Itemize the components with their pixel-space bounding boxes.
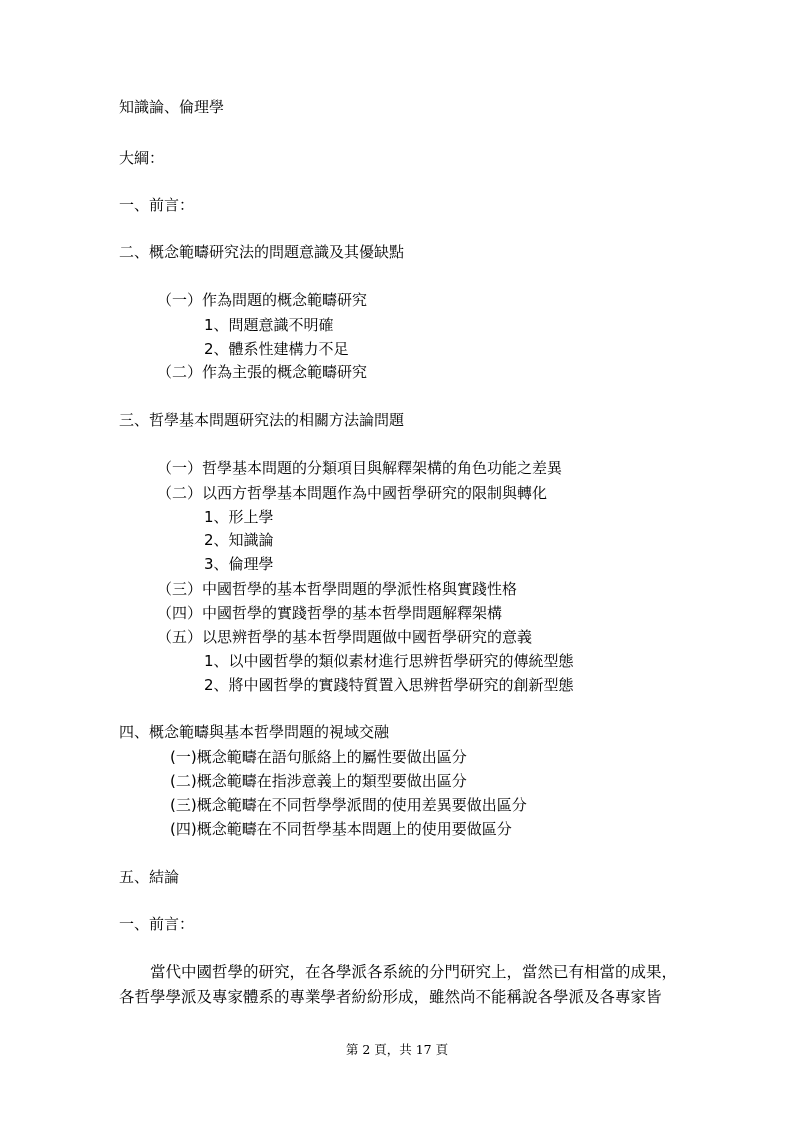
outline-item: 2、將中國哲學的實踐特質置入思辨哲學研究的創新型態 — [204, 676, 574, 694]
body-paragraph: 當代中國哲學的研究，在各學派各系統的分門研究上，當然已有相當的成果，各哲學學派及專家體系的專業學者紛紛形成，雖然尚不能稱說各學派及各專家皆 — [119, 963, 678, 1006]
page-footer: 第 2 頁，共 17 頁 — [345, 1042, 449, 1057]
outline-item: 3、倫理學 — [204, 555, 274, 573]
outline-item: 一、前言： — [119, 196, 195, 214]
outline-item: 二、概念範疇研究法的問題意識及其優缺點 — [119, 243, 405, 261]
outline-item: 四、概念範疇與基本哲學問題的視域交融 — [119, 723, 390, 741]
outline-item: (四)概念範疇在不同哲學基本問題上的使用要做區分 — [170, 820, 512, 838]
outline-item: (三)概念範疇在不同哲學學派間的使用差異要做出區分 — [170, 796, 527, 814]
outline-item: （三）中國哲學的基本哲學問題的學派性格與實踐性格 — [157, 580, 518, 598]
outline-item: 1、以中國哲學的類似素材進行思辨哲學研究的傳統型態 — [204, 652, 574, 670]
outline-item: 2、知識論 — [204, 531, 274, 549]
outline-item: 1、問題意識不明確 — [204, 316, 334, 334]
outline-item: 三、哲學基本問題研究法的相關方法論問題 — [119, 411, 405, 429]
outline-item: （一）作為問題的概念範疇研究 — [157, 291, 368, 309]
outline-heading: 大綱： — [119, 149, 165, 167]
outline-item: 2、體系性建構力不足 — [204, 340, 349, 358]
outline-item: (二)概念範疇在指涉意義上的類型要做出區分 — [170, 772, 467, 790]
outline-item: (一)概念範疇在語句脈絡上的屬性要做出區分 — [170, 748, 467, 766]
outline-item: （五）以思辨哲學的基本哲學問題做中國哲學研究的意義 — [157, 628, 533, 646]
outline-item: 五、結論 — [119, 868, 180, 886]
outline-item: （二）以西方哲學基本問題作為中國哲學研究的限制與轉化 — [157, 484, 548, 502]
outline-item: （二）作為主張的概念範疇研究 — [157, 363, 368, 381]
section-heading: 一、前言： — [119, 915, 195, 933]
document-title: 知識論、倫理學 — [119, 98, 225, 116]
outline-item: （一）哲學基本問題的分類項目與解釋架構的角色功能之差異 — [157, 459, 563, 477]
outline-item: 1、形上學 — [204, 508, 274, 526]
outline-item: （四）中國哲學的實踐哲學的基本哲學問題解釋架構 — [157, 604, 503, 622]
